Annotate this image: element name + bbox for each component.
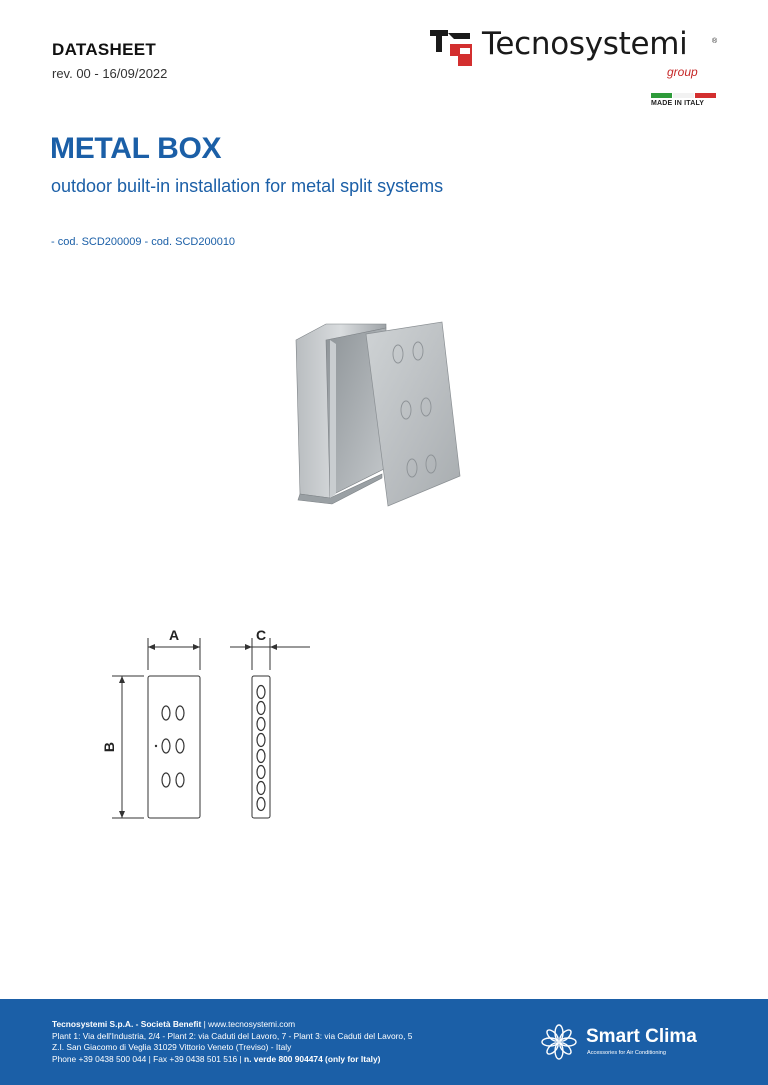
smart-clima-logo [540, 1023, 730, 1063]
dimension-label-c: C [255, 627, 267, 643]
footer-line-phone [52, 1054, 412, 1066]
logo-wordmark: Tecnosystemi [482, 26, 688, 62]
footer-line-company [52, 1019, 412, 1031]
dimension-label-b: B [101, 741, 117, 753]
footer-bar [0, 999, 768, 1085]
dimension-label-a: A [168, 627, 180, 643]
company-name: Tecnosystemi S.p.A. - Società Benefit [52, 1019, 202, 1029]
brand-name: Smart Clima [586, 1026, 697, 1047]
toll-free-number: n. verde 800 904474 (only for Italy) [244, 1053, 381, 1064]
brand-tagline: Accessories for Air Conditioning [587, 1050, 666, 1056]
made-in-italy-label: MADE IN ITALY [651, 100, 705, 107]
footer-line-address: Z.I. San Giacomo di Veglia 31029 Vittorio Veneto (Treviso) - Italy [52, 1042, 292, 1052]
phone-fax: Phone +39 0438 500 044 | Fax +39 0438 501 516 | [52, 1053, 245, 1064]
tecnosystemi-logo [430, 28, 730, 86]
metal-box-photo [290, 318, 466, 508]
datasheet-label: DATASHEET [52, 40, 157, 59]
product-subtitle: outdoor built-in installation for metal split systems [51, 176, 444, 196]
italian-flag-icon [651, 93, 716, 98]
snowflake-icon [540, 1023, 578, 1061]
product-title: METAL BOX [50, 132, 222, 165]
revision-date: rev. 00 - 16/09/2022 [52, 66, 168, 81]
registered-mark: ® [712, 38, 718, 45]
website-link[interactable]: | www.tecnosystemi.com [201, 1019, 296, 1029]
footer-line-plants: Plant 1: Via dell'Industria, 2/4 - Plant 2: via Caduti del Lavoro, 7 - Plant 3: via Caduti del Lavoro, 5 [52, 1030, 413, 1041]
logo-mark-icon [430, 30, 476, 68]
dimension-drawing [52, 620, 382, 890]
logo-group-text: group [667, 65, 698, 79]
product-codes: - cod. SCD200009 - cod. SCD200010 [51, 236, 236, 248]
footer-contact-block [52, 1019, 412, 1065]
